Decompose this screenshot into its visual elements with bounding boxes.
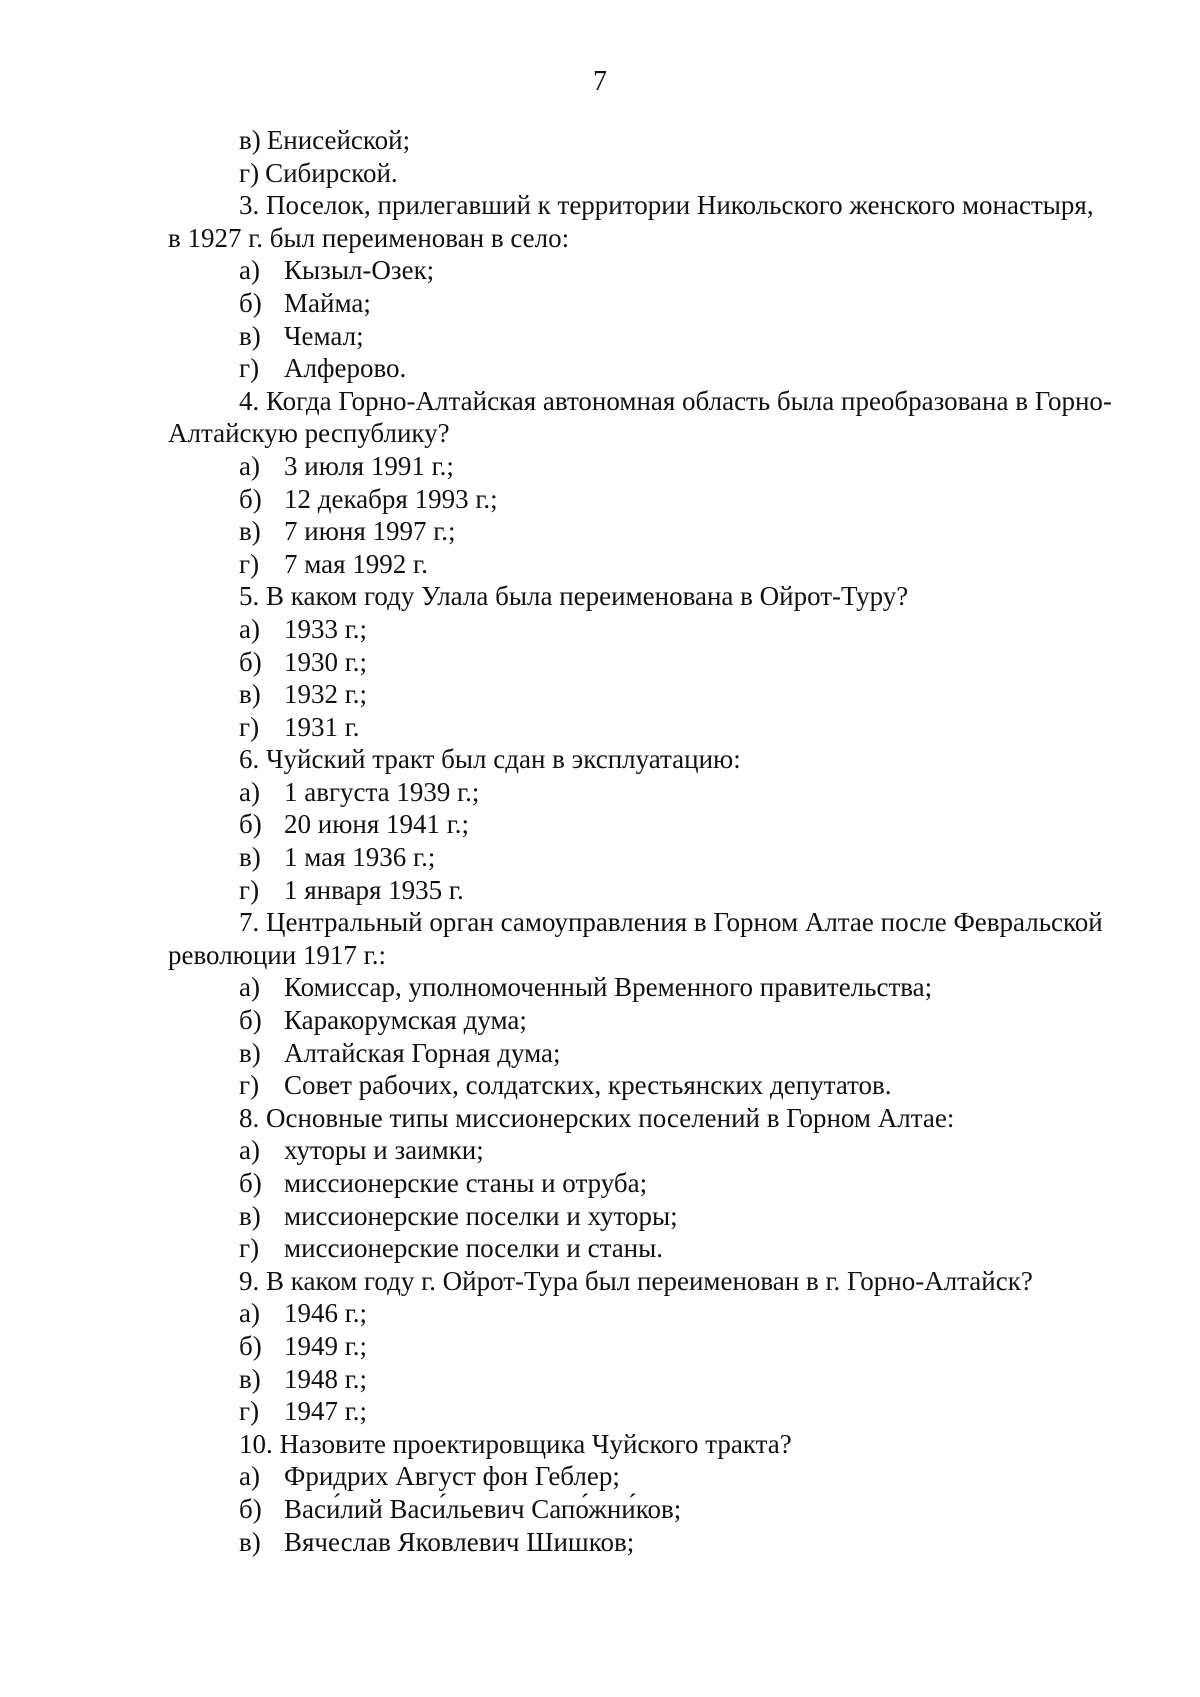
option-text: Енисейской; [266,125,411,155]
option-letter: а) [239,613,260,644]
option-letter: в) [239,516,261,547]
option-text: Васи́лий Васи́льевич Сапо́жни́ков; [284,1493,682,1524]
option-text: Майма; [284,287,371,318]
option-text: Каракорумская дума; [284,1005,527,1036]
option-line [0,1493,1200,1526]
option-text: 1931 г. [284,711,360,742]
option-text: Кызыл-Озек; [284,255,435,286]
option-text: 7 мая 1992 г. [284,548,428,579]
question-line: 6. Чуйский тракт был сдан в эксплуатацию: [239,744,741,775]
option-line [0,1395,1200,1428]
option-line [0,1004,1200,1037]
option-line [0,971,1200,1004]
option-line [0,678,1200,711]
option-letter: а) [239,972,260,1003]
option-line [0,254,1200,287]
option-letter: а) [239,1135,260,1166]
option-line [0,483,1200,516]
option-letter: в) [239,679,261,710]
question-line: 3. Поселок, прилегавший к территории Никольского женского монастыря, [239,190,1094,221]
option-text: 1946 г.; [284,1298,368,1329]
option-letter: г) [239,1070,260,1101]
option-text: Совет рабочих, солдатских, крестьянских депутатов. [284,1070,892,1101]
question-line: революции 1917 г.: [168,939,386,970]
option-line [0,613,1200,646]
option-text: 1947 г.; [284,1396,368,1427]
option-text: Алтайская Горная дума; [284,1037,561,1068]
option-letter: г) [239,711,260,742]
option-letter: г) [239,1396,260,1427]
option-letter: г) [239,548,260,579]
option-text: 1 января 1935 г. [284,874,464,905]
option-letter: в) [239,1363,261,1394]
option-letter: б) [239,1168,262,1198]
option-line [0,515,1200,548]
question-line: 8. Основные типы миссионерских поселений в Горном Алтае: [239,1102,955,1133]
option-line [0,1167,1200,1200]
option-line [0,320,1200,353]
option-letter: в) [239,1200,261,1231]
page-content [0,124,1200,1558]
option-letter: б) [239,1005,262,1036]
option-letter: а) [239,1461,260,1492]
option-line [0,548,1200,581]
option-letter: г) [239,157,260,188]
option-text: Комиссар, уполномоченный Временного правительства; [284,972,933,1003]
option-text: миссионерские поселки и станы. [284,1233,664,1264]
option-line [0,711,1200,744]
option-letter: б) [239,287,262,318]
option-line [0,1134,1200,1167]
option-text: 1949 г.; [284,1330,368,1361]
option-text: 12 декабря 1993 г.; [284,483,498,514]
option-letter: а) [239,1298,260,1329]
option-text: Вячеслав Яковлевич Шишков; [284,1526,635,1557]
option-line [0,1232,1200,1265]
option-line [0,646,1200,679]
option-line [0,776,1200,809]
option-text: 1 августа 1939 г.; [284,776,480,807]
option-letter: а) [239,450,260,481]
option-letter: б) [239,1493,262,1524]
option-line [0,1200,1200,1233]
page-number: 7 [593,66,607,97]
option-text: миссионерские станы и отруба; [284,1168,648,1198]
option-letter: г) [239,1233,260,1264]
option-line [0,1526,1200,1559]
option-letter: г) [239,874,260,905]
option-line [0,287,1200,320]
option-letter: а) [239,776,260,807]
option-text: 1948 г.; [284,1363,368,1394]
option-letter: в) [239,125,261,155]
option-text: Сибирской. [265,157,398,188]
option-line [0,1460,1200,1493]
question-line: 4. Когда Горно-Алтайская автономная область была преобразована в Горно- [239,385,1112,416]
option-letter: б) [239,1330,262,1361]
option-letter: в) [239,1037,261,1068]
option-line [0,157,1200,190]
option-line [0,1297,1200,1330]
option-letter: б) [239,483,262,514]
option-text: 1932 г.; [284,679,368,710]
option-line [0,841,1200,874]
option-text: 3 июля 1991 г.; [284,450,454,481]
option-text: Фридрих Август фон Геблер; [284,1461,620,1492]
option-text: 1933 г.; [284,613,368,644]
option-text: Алферово. [284,353,407,384]
option-letter: в) [239,1526,261,1557]
option-letter: а) [239,255,260,286]
question-line: 7. Центральный орган самоуправления в Горном Алтае после Февральской [239,907,1103,938]
question-line: 9. В каком году г. Ойрот-Тура был переименован в г. Горно-Алтайск? [239,1265,1033,1296]
option-line [0,352,1200,385]
option-text: миссионерские поселки и хуторы; [284,1200,678,1231]
option-text: 1930 г.; [284,646,368,677]
question-line: в 1927 г. был переименован в село: [168,222,570,253]
question-line: 10. Назовите проектировщика Чуйского тракта? [239,1428,792,1459]
option-line [0,808,1200,841]
question-line: 5. В каком году Улала была переименована в Ойрот-Туру? [239,581,909,612]
question-line: Алтайскую республику? [168,418,450,449]
option-letter: б) [239,646,262,677]
option-letter: г) [239,353,260,384]
option-line [0,874,1200,907]
option-text: Чемал; [284,320,364,351]
option-letter: в) [239,320,261,351]
option-line [0,1363,1200,1396]
option-letter: б) [239,809,262,840]
option-line [0,124,1200,157]
option-text: 7 июня 1997 г.; [284,516,456,547]
option-line [0,1069,1200,1102]
option-line [0,1037,1200,1070]
option-text: 1 мая 1936 г.; [284,842,436,873]
option-text: хуторы и заимки; [284,1135,484,1166]
option-line [0,1330,1200,1363]
option-text: 20 июня 1941 г.; [284,809,470,840]
option-line [0,450,1200,483]
option-letter: в) [239,842,261,873]
